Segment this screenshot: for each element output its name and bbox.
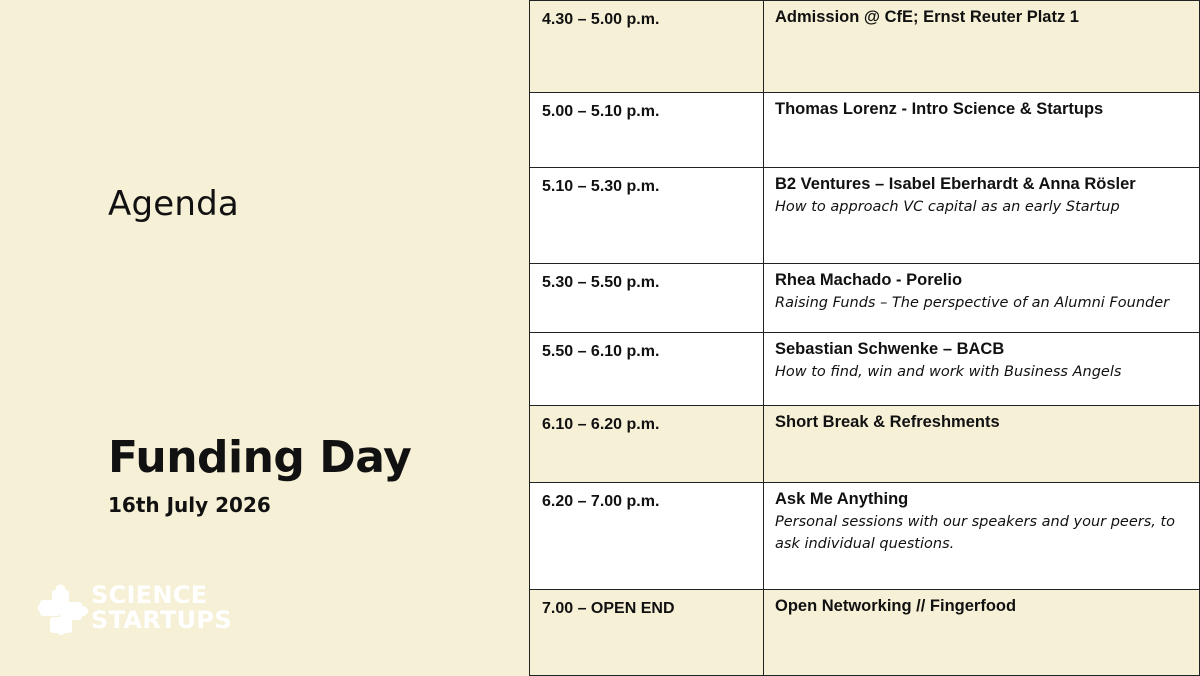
session-subtitle: Personal sessions with our speakers and your peers, to ask individual questions. — [775, 514, 1176, 552]
session-title: Short Break & Refreshments — [775, 413, 1000, 431]
time-cell — [530, 406, 764, 483]
time-text: 6.20 – 7.00 p.m. — [542, 493, 660, 510]
session-title: B2 Ventures – Isabel Eberhardt & Anna Rösler — [775, 175, 1136, 193]
session-subtitle: How to find, win and work with Business Angels — [775, 364, 1122, 380]
agenda-heading: Agenda — [108, 184, 239, 224]
time-cell — [530, 483, 764, 590]
left-panel — [0, 0, 530, 675]
session-cell — [764, 1, 1200, 93]
agenda-row — [530, 333, 1200, 406]
puzzle-logo-icon — [38, 584, 88, 636]
time-text: 5.30 – 5.50 p.m. — [542, 274, 660, 291]
session-title: Rhea Machado - Porelio — [775, 271, 963, 289]
event-title: Funding Day — [108, 432, 412, 483]
agenda-row — [530, 168, 1200, 264]
session-cell — [764, 483, 1200, 590]
agenda-row — [530, 93, 1200, 168]
session-subtitle: How to approach VC capital as an early Startup — [775, 199, 1120, 215]
logo-wordmark — [91, 583, 232, 633]
agenda-row — [530, 483, 1200, 590]
agenda-row — [530, 1, 1200, 93]
event-date: 16th July 2026 — [108, 493, 271, 517]
agenda-row — [530, 264, 1200, 333]
session-cell — [764, 406, 1200, 483]
session-cell — [764, 168, 1200, 264]
agenda-row — [530, 590, 1200, 676]
logo-line-2: STARTUPS — [91, 606, 232, 634]
time-cell — [530, 333, 764, 406]
session-cell — [764, 93, 1200, 168]
time-cell — [530, 590, 764, 676]
time-cell — [530, 264, 764, 333]
time-text: 4.30 – 5.00 p.m. — [542, 11, 660, 28]
session-title: Sebastian Schwenke – BACB — [775, 340, 1005, 358]
session-title: Admission @ CfE; Ernst Reuter Platz 1 — [775, 8, 1079, 26]
agenda-row — [530, 406, 1200, 483]
time-text: 7.00 – OPEN END — [542, 600, 675, 617]
session-subtitle: Raising Funds – The perspective of an Alumni Founder — [775, 295, 1170, 311]
time-text: 5.00 – 5.10 p.m. — [542, 103, 660, 120]
time-cell — [530, 1, 764, 93]
session-title: Ask Me Anything — [775, 490, 909, 508]
agenda-table — [529, 0, 1200, 676]
time-text: 5.50 – 6.10 p.m. — [542, 343, 660, 360]
session-cell — [764, 264, 1200, 333]
time-text: 5.10 – 5.30 p.m. — [542, 178, 660, 195]
time-cell — [530, 168, 764, 264]
science-startups-logo — [38, 581, 248, 640]
session-cell — [764, 333, 1200, 406]
time-cell — [530, 93, 764, 168]
session-cell — [764, 590, 1200, 676]
logo-line-1: SCIENCE — [91, 581, 208, 609]
session-title: Open Networking // Fingerfood — [775, 597, 1017, 615]
session-title: Thomas Lorenz - Intro Science & Startups — [775, 100, 1104, 118]
time-text: 6.10 – 6.20 p.m. — [542, 416, 660, 433]
